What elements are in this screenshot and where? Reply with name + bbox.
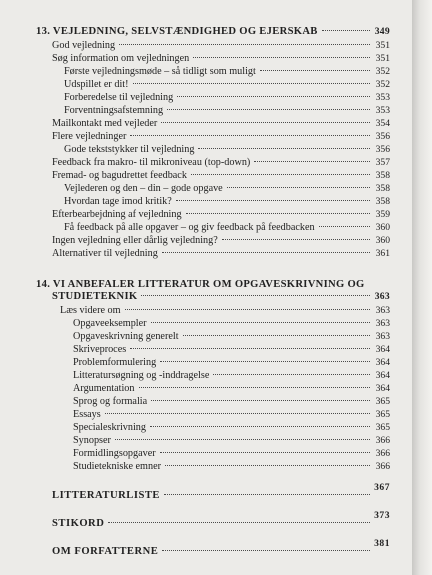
toc-entry (73, 344, 390, 356)
entry-title: Efterbearbejdning af vejledning (52, 209, 182, 220)
dot-leader (191, 174, 370, 175)
entry-title: Søg information om vejledningen (52, 53, 190, 64)
dot-leader (186, 213, 370, 214)
entry-title: God vejledning (52, 40, 116, 51)
page-number: 364 (375, 383, 390, 394)
dot-leader (164, 494, 370, 495)
chapter-title: 13. VEJLEDNING, SELVSTÆNDIGHED OG EJERSKAB (36, 26, 318, 37)
entry-title: Gode tekststykker til vejledning (64, 144, 195, 155)
toc-entry (52, 209, 390, 221)
dot-leader (198, 148, 370, 149)
entry-title: Sprog og formalia (73, 396, 148, 407)
toc-entry (73, 461, 390, 473)
dot-leader (167, 109, 370, 110)
dot-leader (162, 252, 370, 253)
entry-title: Mailkontakt med vejleder (52, 118, 158, 129)
chapter-title: STUDIETEKNIK (52, 291, 138, 302)
toc-entry (73, 318, 390, 330)
page-number: 381 (374, 538, 390, 549)
entry-title: Hvordan tage imod kritik? (64, 196, 172, 207)
page-number: 354 (375, 118, 390, 129)
toc-entry (52, 118, 390, 130)
page-number: 356 (375, 144, 390, 155)
entry-title: Læs videre om (60, 305, 121, 316)
dot-leader (133, 83, 370, 84)
dot-leader (160, 452, 370, 453)
dot-leader (108, 522, 370, 523)
dot-leader (222, 239, 370, 240)
dot-leader (213, 374, 370, 375)
dot-leader (322, 30, 370, 31)
page-number: 359 (375, 209, 390, 220)
entry-title: Forventningsafstemning (64, 105, 164, 116)
toc-entry (73, 396, 390, 408)
dot-leader (150, 426, 370, 427)
page-number: 363 (375, 331, 390, 342)
dot-leader (125, 309, 370, 310)
dot-leader (130, 135, 370, 136)
page-number: 358 (375, 196, 390, 207)
page-number: 356 (375, 131, 390, 142)
page-number: 366 (375, 448, 390, 459)
toc-entry (64, 196, 390, 208)
toc-entry (64, 222, 390, 234)
page-number: 363 (374, 291, 390, 302)
page-number: 364 (375, 370, 390, 381)
entry-title: Skriveproces (73, 344, 127, 355)
toc-entry (73, 331, 390, 343)
toc-entry (52, 131, 390, 143)
page-number: 365 (375, 409, 390, 420)
page-number: 364 (375, 344, 390, 355)
page-number: 365 (375, 396, 390, 407)
entry-title: Studietekniske emner (73, 461, 161, 472)
entry-title: Synopser (73, 435, 111, 446)
toc-entry (73, 357, 390, 369)
page-number: 363 (375, 305, 390, 316)
entry-title: Feedback fra makro- til mikroniveau (top-down) (52, 157, 251, 168)
section-title: LITTERATURLISTE (52, 490, 160, 501)
dot-leader (227, 187, 370, 188)
entry-title: Formidlingsopgaver (73, 448, 156, 459)
toc-entry (64, 144, 390, 156)
page-number: 360 (375, 222, 390, 233)
page-number: 357 (375, 157, 390, 168)
toc-chapter-14-title: 14. VI ANBEFALER LITTERATUR OM OPGAVESKRIVNING OG (36, 279, 365, 290)
entry-title: Argumentation (73, 383, 135, 394)
dot-leader (139, 387, 371, 388)
toc-entry (73, 435, 390, 447)
entry-title: Problemformulering (73, 357, 157, 368)
section-title: OM FORFATTERNE (52, 546, 159, 557)
page-number: 367 (374, 482, 390, 493)
entry-title: Første vejledningsmøde – så tidligt som muligt (64, 66, 256, 77)
page-number: 352 (375, 66, 390, 77)
dot-leader (165, 465, 370, 466)
dot-leader (151, 400, 370, 401)
dot-leader (160, 361, 370, 362)
page-number: 353 (375, 105, 390, 116)
toc-entry (73, 370, 390, 382)
entry-title: Specialeskrivning (73, 422, 146, 433)
entry-title: Vejlederen og den – din – gode opgave (64, 183, 223, 194)
page-number: 351 (375, 40, 390, 51)
dot-leader (193, 57, 370, 58)
page-number: 351 (375, 53, 390, 64)
entry-title: Fremad- og bagudrettet feedback (52, 170, 187, 181)
toc-litteraturliste (52, 482, 390, 502)
dot-leader (161, 122, 370, 123)
page-number: 365 (375, 422, 390, 433)
entry-title: Opgaveskrivning generelt (73, 331, 179, 342)
dot-leader (319, 226, 370, 227)
toc-entry (64, 105, 390, 117)
section-title: STIKORD (52, 518, 105, 529)
dot-leader (254, 161, 370, 162)
page-number: 353 (375, 92, 390, 103)
toc-om-forfatterne (52, 538, 390, 558)
entry-title: Få feedback på alle opgaver – og giv feedback på feedbacken (64, 222, 315, 233)
page-number: 360 (375, 235, 390, 246)
toc-entry (52, 157, 390, 169)
page-number: 352 (375, 79, 390, 90)
toc-entry (64, 183, 390, 195)
page-edge-shadow (412, 0, 432, 575)
toc-entry (64, 92, 390, 104)
dot-leader (115, 439, 370, 440)
toc-entry (52, 248, 390, 260)
entry-title: Flere vejledninger (52, 131, 127, 142)
page-number: 364 (375, 357, 390, 368)
toc-entry (73, 448, 390, 460)
dot-leader (119, 44, 370, 45)
page-number: 366 (375, 435, 390, 446)
toc-entry (52, 235, 390, 247)
entry-title: Alternativer til vejledning (52, 248, 158, 259)
dot-leader (183, 335, 370, 336)
dot-leader (162, 550, 370, 551)
toc-entry (73, 409, 390, 421)
dot-leader (130, 348, 370, 349)
entry-title: Udspillet er dit! (64, 79, 129, 90)
toc-entry (64, 79, 390, 91)
toc-chapter-14 (52, 291, 390, 303)
dot-leader (176, 200, 370, 201)
dot-leader (141, 295, 370, 296)
toc-entry (64, 66, 390, 78)
toc-stikord (52, 510, 390, 530)
entry-title: Ingen vejledning eller dårlig vejledning? (52, 235, 218, 246)
dot-leader (177, 96, 370, 97)
toc-chapter-13 (36, 26, 390, 38)
page-number: 361 (375, 248, 390, 259)
toc-entry (73, 422, 390, 434)
entry-title: Forberedelse til vejledning (64, 92, 174, 103)
page-number: 373 (374, 510, 390, 521)
dot-leader (260, 70, 370, 71)
dot-leader (151, 322, 370, 323)
page-number: 363 (375, 318, 390, 329)
entry-title: Opgaveeksempler (73, 318, 147, 329)
toc-entry (73, 383, 390, 395)
page-number: 349 (374, 26, 390, 37)
toc-entry (60, 305, 390, 317)
page-number: 358 (375, 170, 390, 181)
page-number: 358 (375, 183, 390, 194)
page-number: 366 (375, 461, 390, 472)
entry-title: Litteratursøgning og -inddragelse (73, 370, 210, 381)
toc-entry (52, 53, 390, 65)
toc-entry (52, 40, 390, 52)
toc-entry (52, 170, 390, 182)
entry-title: Essays (73, 409, 101, 420)
dot-leader (105, 413, 370, 414)
